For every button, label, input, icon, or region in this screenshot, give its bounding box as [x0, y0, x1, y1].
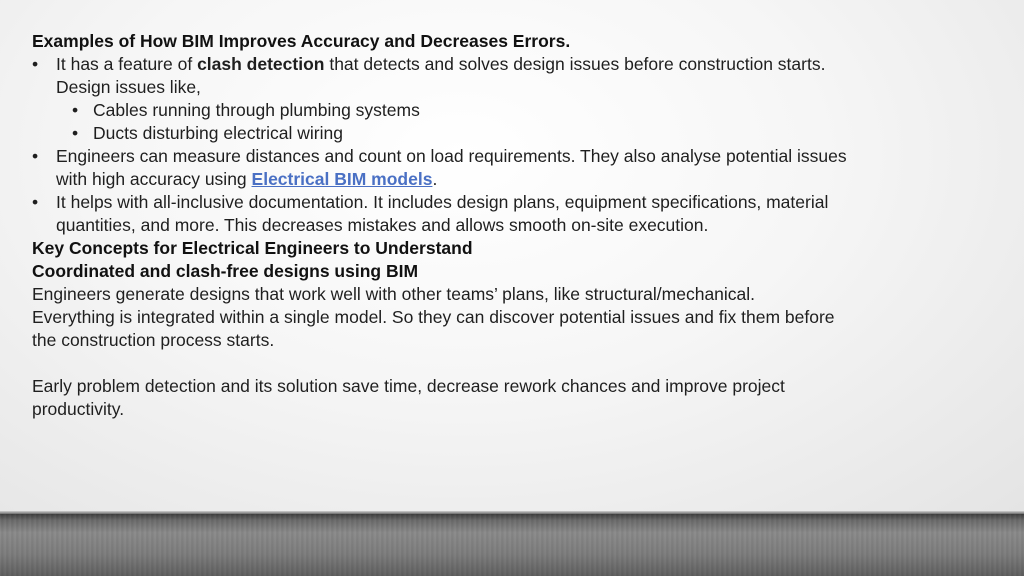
- bullet-marker: •: [32, 192, 39, 212]
- bullet-text-part: .: [432, 169, 438, 189]
- bullet-documentation: [32, 191, 1002, 237]
- slide-content: [32, 30, 1002, 421]
- bullet-text-continued: quantities, and more. This decreases mistakes and allows smooth on-site execution.: [56, 215, 709, 235]
- bullet-text: It helps with all-inclusive documentation. It includes design plans, equipment specifications, material: [56, 192, 829, 212]
- bullet-text-part: that detects and solves design issues before construction starts.: [324, 54, 826, 74]
- bullet-marker: •: [32, 146, 39, 166]
- floor-texture: [0, 514, 1024, 576]
- sub-bullet-cables: [72, 99, 1002, 122]
- bold-term: clash detection: [197, 54, 325, 74]
- paragraph-early-detection: [32, 375, 1002, 421]
- bullet-text-part: with high accuracy using: [56, 169, 252, 189]
- bullet-clash-detection: [32, 53, 1002, 99]
- bullet-text: [56, 53, 1002, 76]
- heading-coordinated-designs: Coordinated and clash-free designs using BIM: [32, 261, 419, 281]
- bullet-measure-distances: [32, 145, 1002, 191]
- paragraph-line: Engineers generate designs that work well with other teams’ plans, like structural/mechanical.: [32, 284, 756, 304]
- bullet-text: Engineers can measure distances and count on load requirements. They also analyse potential issues: [56, 146, 847, 166]
- bullet-marker: •: [32, 54, 39, 74]
- sub-bullet-text: Ducts disturbing electrical wiring: [93, 123, 343, 143]
- bullet-marker: •: [72, 100, 79, 120]
- bullet-text-continued: Design issues like,: [56, 77, 201, 97]
- heading-examples: Examples of How BIM Improves Accuracy and Decreases Errors.: [32, 31, 571, 51]
- paragraph-line: the construction process starts.: [32, 330, 275, 350]
- bullet-marker: •: [72, 123, 79, 143]
- sub-bullet-text: Cables running through plumbing systems: [93, 100, 420, 120]
- sub-bullet-ducts: [72, 122, 1002, 145]
- heading-key-concepts: Key Concepts for Electrical Engineers to Understand: [32, 238, 473, 258]
- bullet-text-continued: [56, 168, 1002, 191]
- spacer: [32, 352, 1002, 375]
- paragraph-line: productivity.: [32, 399, 125, 419]
- paragraph-line: Everything is integrated within a single model. So they can discover potential issues and fix them before: [32, 307, 835, 327]
- electrical-bim-models-link[interactable]: Electrical BIM models: [251, 169, 433, 189]
- paragraph-line: Early problem detection and its solution save time, decrease rework chances and improve project: [32, 376, 785, 396]
- bullet-text-part: It has a feature of: [56, 54, 198, 74]
- paragraph-integration: [32, 283, 1002, 352]
